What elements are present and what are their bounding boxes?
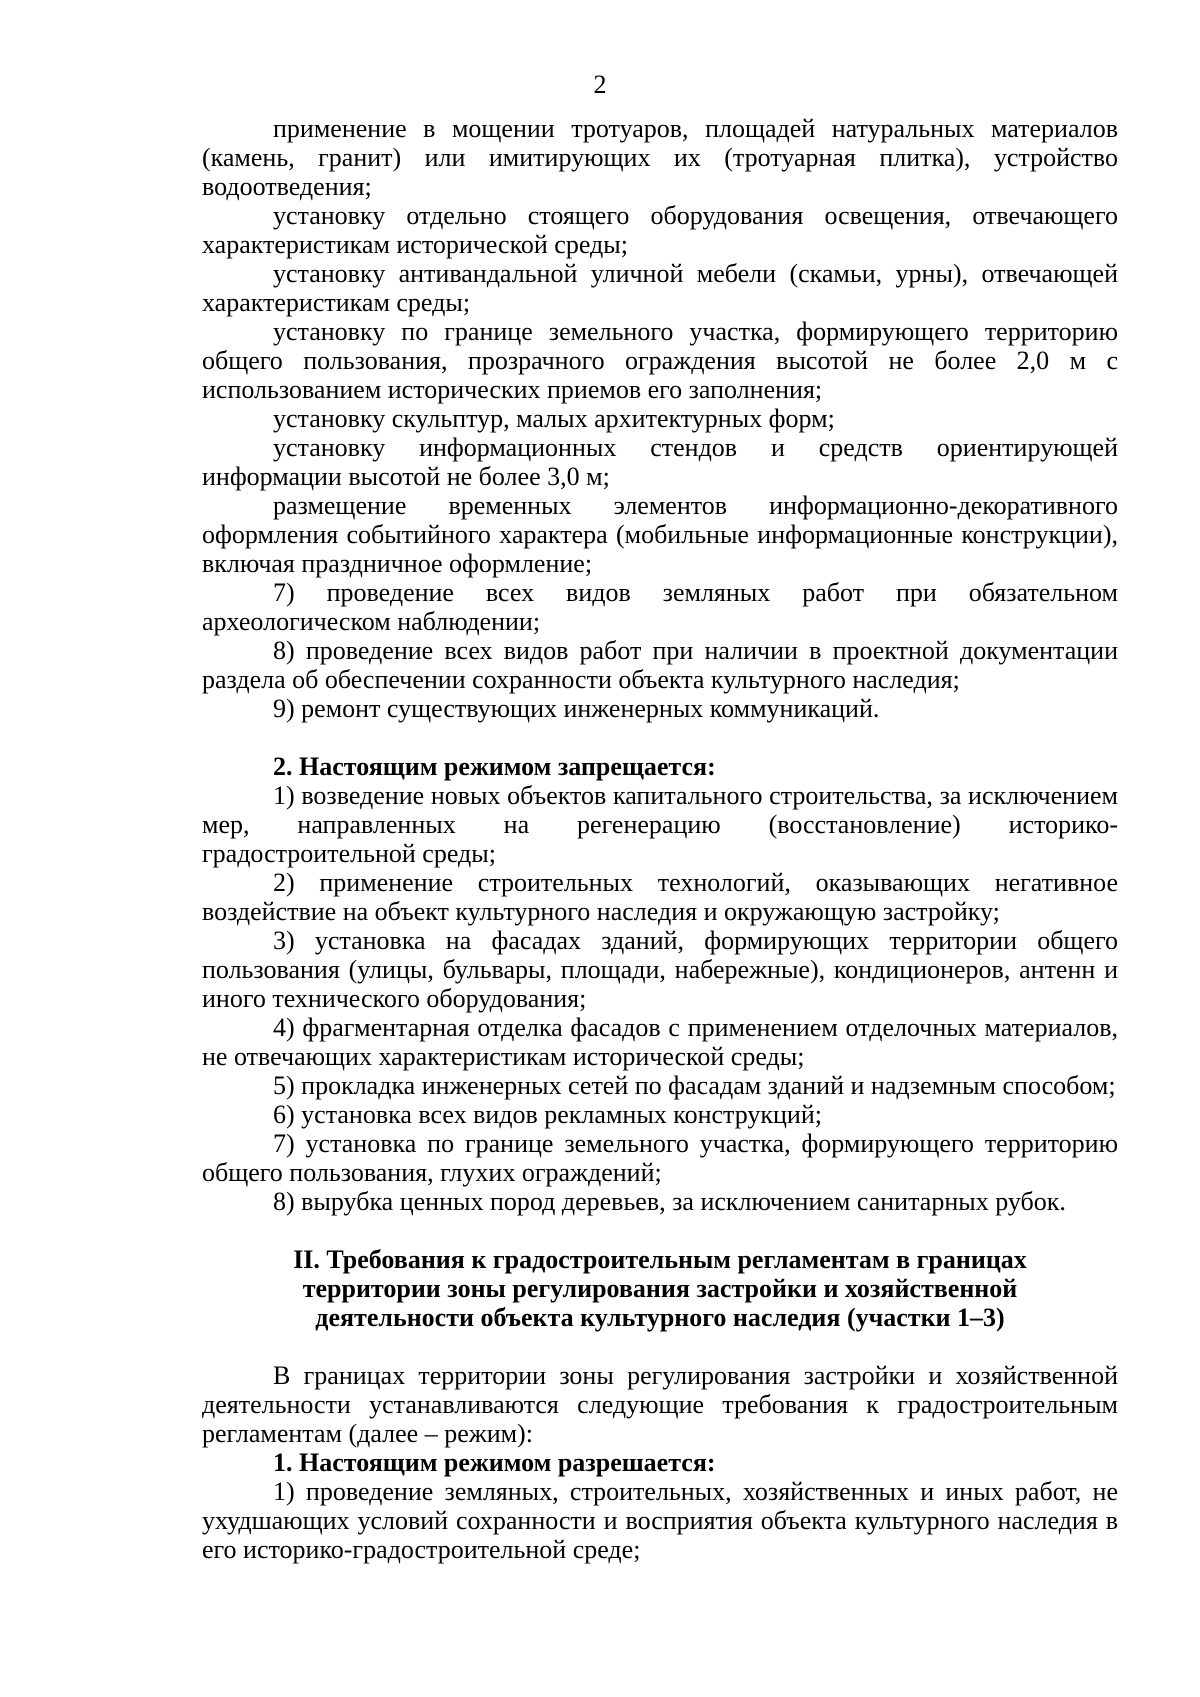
list-item: 1) возведение новых объектов капитального строительства, за исключением мер, направленных на регенерацию (восстановление) историко-градостроительной среды; — [202, 781, 1118, 868]
list-item: 8) вырубка ценных пород деревьев, за исключением санитарных рубок. — [273, 1187, 1066, 1216]
paragraph: установку антивандальной уличной мебели (скамьи, урны), отвечающей характеристикам среды; — [202, 259, 1118, 317]
list-item: 5) прокладка инженерных сетей по фасадам зданий и надземным способом; — [273, 1071, 1116, 1100]
allowed-section-title: 1. Настоящим режимом разрешается: — [273, 1448, 716, 1477]
prohibited-section-title: 2. Настоящим режимом запрещается: — [273, 752, 716, 781]
list-item: 8) проведение всех видов работ при наличии в проектной документации раздела об обеспечении сохранности объекта культурного наследия; — [202, 636, 1118, 694]
list-item: 2) применение строительных технологий, оказывающих негативное воздействие на объект культурного наследия и окружающую застройку; — [202, 868, 1118, 926]
list-item: 7) установка по границе земельного участка, формирующего территорию общего пользования, глухих ограждений; — [202, 1129, 1118, 1187]
paragraph: установку скульптур, малых архитектурных форм; — [273, 404, 835, 433]
paragraph-spacer — [202, 1332, 1118, 1361]
document-body — [202, 114, 1118, 1564]
list-item: 4) фрагментарная отделка фасадов с применением отделочных материалов, не отвечающих характеристикам исторической среды; — [202, 1013, 1118, 1071]
paragraph: установку по границе земельного участка, формирующего территорию общего пользования, прозрачного ограждения высотой не более 2,0 м с использованием исторических приемов его заполнения; — [202, 317, 1118, 404]
list-item: 6) установка всех видов рекламных конструкций; — [273, 1100, 822, 1129]
paragraph-spacer — [202, 723, 1118, 752]
paragraph: применение в мощении тротуаров, площадей натуральных материалов (камень, гранит) или имитирующих их (тротуарная плитка), устройство водоотведения; — [202, 114, 1118, 201]
list-item: 1) проведение земляных, строительных, хозяйственных и иных работ, не ухудшающих условий сохранности и восприятия объекта культурного наследия в его историко-градостроительной среде; — [202, 1477, 1118, 1564]
paragraph: установку информационных стендов и средств ориентирующей информации высотой не более 3,0 м; — [202, 433, 1118, 491]
list-item: 9) ремонт существующих инженерных коммуникаций. — [273, 694, 880, 723]
paragraph: размещение временных элементов информационно-декоративного оформления событийного характера (мобильные информационные конструкции), включая праздничное оформление; — [202, 491, 1118, 578]
list-item: 7) проведение всех видов земляных работ при обязательном археологическом наблюдении; — [202, 578, 1118, 636]
page-number: 2 — [593, 70, 607, 99]
paragraph: В границах территории зоны регулирования застройки и хозяйственной деятельности устанавливаются следующие требования к градостроительным регламентам (далее – режим): — [202, 1361, 1118, 1448]
paragraph-spacer — [202, 1216, 1118, 1245]
list-item: 3) установка на фасадах зданий, формирующих территории общего пользования (улицы, бульвары, площади, набережные), кондиционеров, антенн и иного технического оборудования; — [202, 926, 1118, 1013]
paragraph: установку отдельно стоящего оборудования освещения, отвечающего характеристикам исторической среды; — [202, 201, 1118, 259]
section-heading: II. Требования к градостроительным регламентам в границах территории зоны регулирования застройки и хозяйственной деятельности объекта культурного наследия (участки 1–3) — [293, 1245, 1027, 1332]
